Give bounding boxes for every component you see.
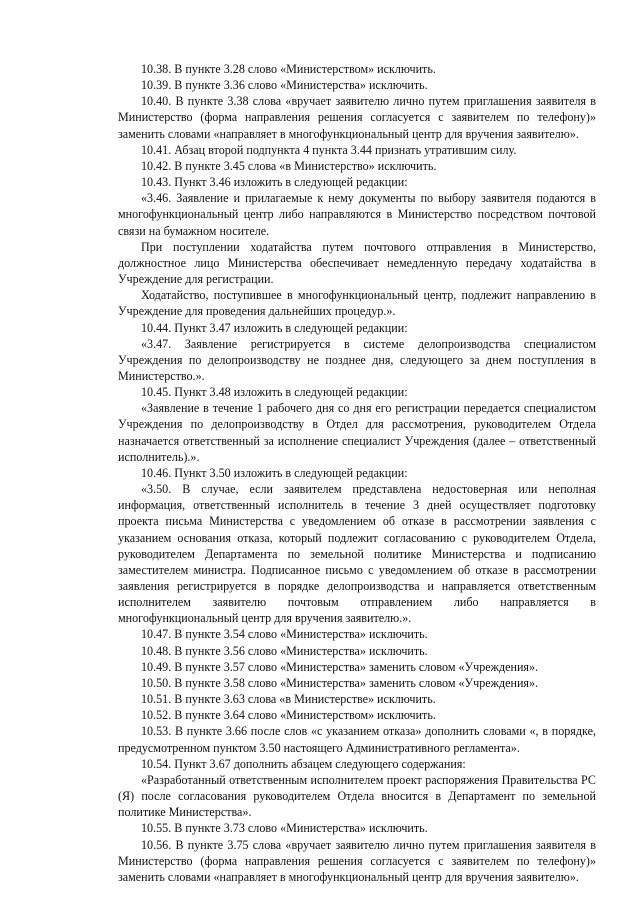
paragraph: 10.41. Абзац второй подпункта 4 пункта 3.44 признать утратившим силу.	[141, 142, 517, 157]
paragraph: 10.49. В пункте 3.57 слово «Министерства» заменить словом «Учреждения».	[141, 659, 539, 674]
paragraph: «Разработанный ответственным исполнителем проект распоряжения Правительства РС (Я) после согласования руководителем Отдела вносится в Департамент по земельной политике Министерства».	[118, 772, 596, 820]
paragraph: 10.45. Пункт 3.48 изложить в следующей редакции:	[141, 385, 408, 400]
paragraph: 10.43. Пункт 3.46 изложить в следующей редакции:	[141, 175, 408, 190]
paragraph: 10.51. В пункте 3.63 слова «в Министерстве» исключить.	[141, 692, 436, 707]
paragraph: 10.44. Пункт 3.47 изложить в следующей редакции:	[141, 320, 408, 335]
paragraph: «3.47. Заявление регистрируется в системе делопроизводства специалистом Учреждения по делопроизводству не позднее дня, следующего за днем поступления в Министерство.».	[118, 336, 596, 383]
paragraph: 10.52. В пункте 3.64 слово «Министерством» исключить.	[141, 708, 436, 723]
paragraph: 10.40. В пункте 3.38 слова «вручает заявителю лично путем приглашения заявителя в Министерство (форма направления решения согласуется с заявителем по телефону)» заменить словами «направляет в многофункциональный центр для вручения заявителю».	[118, 94, 596, 141]
paragraph: «3.50. В случае, если заявителем представлена недостоверная или неполная информация, ответственный исполнитель в течение 3 дней осуществляет подготовку проекта письма Министерства с уведомлением об отказе в рассмотрении заявления с указанием основания отказа, который подлежит согласованию с руководителем Отдела, руководителем Департамента по земельной политике Министерства и подписанию заместителем министра. Подписанное письмо с уведомлением об отказе в рассмотрении заявления регистрируется в порядке делопроизводства и направляется ответственным исполнителем заявителю почтовым отправлением либо направляется в многофункциональный центр для вручения заявителю.».	[118, 482, 596, 626]
paragraph: 10.48. В пункте 3.56 слово «Министерства» исключить.	[141, 643, 428, 658]
paragraph: 10.42. В пункте 3.45 слова «в Министерство» исключить.	[141, 158, 437, 173]
paragraph: 10.39. В пункте 3.36 слово «Министерства» исключить.	[141, 78, 428, 93]
paragraph: 10.55. В пункте 3.73 слово «Министерства» исключить.	[141, 821, 428, 836]
paragraph: 10.54. Пункт 3.67 дополнить абзацем следующего содержания:	[141, 756, 466, 771]
paragraph: 10.47. В пункте 3.54 слово «Министерства» исключить.	[141, 627, 428, 642]
paragraph: «Заявление в течение 1 рабочего дня со дня его регистрации передается специалистом Учреждения по делопроизводству в Отдел для рассмотрения, руководителем Отдела назначается ответственный за исполнение специалист Учреждения (далее – ответственный исполнитель).».	[118, 401, 596, 464]
paragraph: «3.46. Заявление и прилагаемые к нему документы по выбору заявителя подаются в многофункциональный центр либо направляются в Министерство посредством почтовой связи на бумажном носителе.	[118, 191, 596, 238]
paragraph: 10.56. В пункте 3.75 слова «вручает заявителю лично путем приглашения заявителя в Министерство (форма направления решения согласуется с заявителем по телефону)» заменить словами «направляет в многофункциональный центр для вручения заявителю».	[118, 837, 596, 884]
paragraph: 10.50. В пункте 3.58 слово «Министерства» заменить словом «Учреждения».	[141, 675, 539, 690]
paragraph: При поступлении ходатайства путем почтового отправления в Министерство, должностное лицо Министерства обеспечивает немедленную передачу ходатайства в Учреждение для регистрации.	[118, 239, 596, 287]
paragraph: Ходатайство, поступившее в многофункциональный центр, подлежит направлению в Учреждение для проведения дальнейших процедур.».	[118, 288, 596, 319]
paragraph: 10.46. Пункт 3.50 изложить в следующей редакции:	[141, 465, 408, 480]
paragraph: 10.38. В пункте 3.28 слово «Министерством» исключить.	[141, 62, 436, 76]
paragraph: 10.53. В пункте 3.66 после слов «с указанием отказа» дополнить словами «, в порядке, предусмотренном пунктом 3.50 настоящего Административного регламента».	[118, 724, 596, 755]
document-body	[118, 61, 596, 885]
